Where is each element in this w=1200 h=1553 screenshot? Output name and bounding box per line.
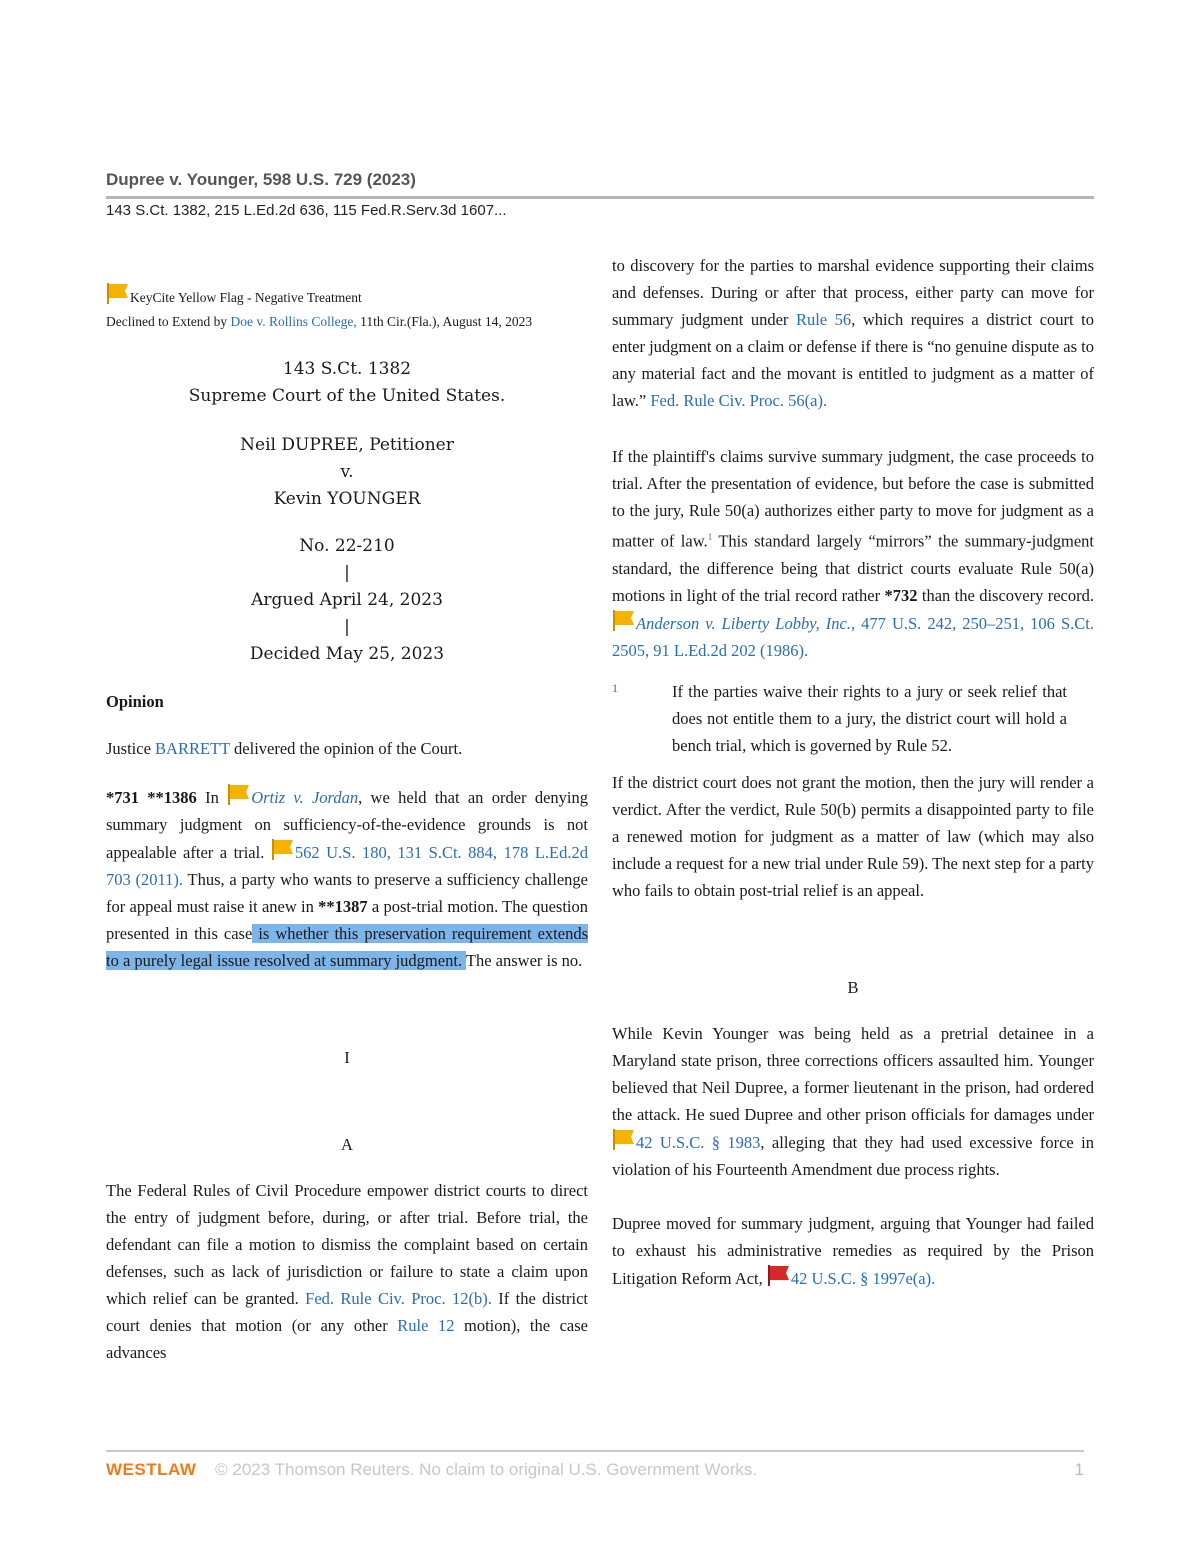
star-page: *732	[884, 585, 918, 605]
footer	[106, 1460, 1084, 1486]
star-page: *731 **1386	[106, 788, 197, 807]
right-column	[612, 252, 1094, 1292]
yellow-flag-icon[interactable]	[271, 838, 295, 860]
barrett-link[interactable]: BARRETT	[155, 739, 230, 758]
separator: |	[344, 563, 350, 583]
respondent: Kevin YOUNGER	[273, 489, 421, 509]
text: , we held that an order denying summary judgment on sufficiency-of-the-evidence grounds is not appealable after a trial.	[106, 788, 589, 862]
text: Thus, a party who wants to preserve a sufficiency challenge for appeal must raise it anew in	[106, 870, 588, 916]
paragraph-verdict: If the district court does not grant the motion, then the jury will render a verdict. After the verdict, Rule 50(b) permits a disappointed party to file a renewed motion for judgment as a matter of law (which may also include a request for a new trial under Rule 59). The next step for a party who fails to obtain post-trial relief is an appeal.	[612, 772, 1094, 900]
text: While Kevin Younger was being held as a pretrial detainee in a Maryland state prison, three corrections officers assaulted him. Younger believed that Neil Dupree, a former lieutenant in the prison, had ordered the attack. He sued Dupree and other prison officials for damages under	[612, 1023, 1094, 1124]
section-heading-I: I	[344, 1048, 350, 1067]
court-name: Supreme Court of the United States.	[188, 386, 506, 406]
yellow-flag-icon[interactable]	[612, 1128, 636, 1150]
footnote-ref[interactable]: 1	[707, 532, 713, 542]
text: In	[196, 788, 228, 807]
parallel-citations: 143 S.Ct. 1382, 215 L.Ed.2d 636, 115 Fed.R.Serv.3d 1607...	[106, 202, 507, 219]
usc-1983-link[interactable]: 42 U.S.C. § 1983	[636, 1132, 761, 1152]
text: to discovery for the parties to marshal evidence supporting their claims and defenses. During or after that process, either party can move for summary judgment under	[612, 256, 1094, 329]
footnote-1	[612, 678, 1094, 759]
author-prefix: Justice	[106, 739, 156, 758]
section-heading-B: B	[847, 977, 859, 997]
document-title: Dupree v. Younger, 598 U.S. 729 (2023)	[106, 170, 416, 189]
text: Dupree moved for summary judgment, arguing that Younger had failed to exhaust his administrative remedies as required by the Prison Litigation Reform Act,	[612, 1213, 1094, 1288]
star-page: **1387	[318, 897, 368, 916]
declined-prefix: Declined to Extend by	[106, 314, 231, 329]
highlighted-text[interactable]: is whether this preservation requirement extends to a purely legal issue resolved at summary judgment.	[106, 924, 588, 970]
text: , which requires a district court to enter judgment on a claim or defense if there is “no genuine dispute as to any material fact and the movant is entitled to judgment as a matter of law.”	[612, 310, 1095, 410]
petitioner: Neil DUPREE, Petitioner	[240, 435, 454, 455]
text: This standard largely “mirrors” the summary-judgment standard, the difference being that district courts evaluate Rule 50(a) motions in light of the trial record rather	[612, 531, 1094, 605]
footer-divider	[106, 1450, 1084, 1452]
page-number: 1	[1074, 1460, 1084, 1479]
opinion-paragraph-1	[106, 783, 588, 974]
paragraph-facts	[612, 1020, 1094, 1183]
rule-56a-link[interactable]: Fed. Rule Civ. Proc. 56(a).	[650, 391, 828, 410]
anderson-citation-link[interactable]: , 477 U.S. 242, 250–251, 106 S.Ct. 2505, 91 L.Ed.2d 202 (1986).	[612, 613, 1094, 660]
red-flag-icon[interactable]	[767, 1264, 791, 1286]
copyright-notice: © 2023 Thomson Reuters. No claim to original U.S. Government Works.	[215, 1460, 758, 1479]
declined-suffix: 11th Cir.(Fla.), August 14, 2023	[356, 314, 533, 329]
anderson-link[interactable]: Anderson v. Liberty Lobby, Inc.	[636, 613, 851, 633]
text: If the district court denies that motion (or any other	[106, 1289, 588, 1335]
rule-12-link[interactable]: Rule 12	[397, 1316, 455, 1335]
ortiz-v-jordan-link[interactable]: Ortiz v. Jordan	[251, 788, 359, 807]
rule-12b-link[interactable]: Fed. Rule Civ. Proc. 12(b).	[305, 1289, 492, 1308]
text: The Federal Rules of Civil Procedure empower district courts to direct the entry of judgment before, during, or after trial. Before trial, the defendant can file a motion to dismiss the complaint based on certain defenses, such as lack of jurisdiction or failure to state a claim upon which relief can be granted.	[106, 1181, 588, 1308]
author-line	[106, 735, 588, 762]
paragraph-trial	[612, 443, 1094, 664]
westlaw-logo: WESTLAW	[106, 1460, 197, 1479]
docket-number: No. 22-210	[299, 536, 395, 556]
reporter-citation: 143 S.Ct. 1382	[282, 359, 412, 379]
left-column	[106, 282, 588, 1366]
rule-56-link[interactable]: Rule 56	[795, 310, 852, 329]
author-suffix: delivered the opinion of the Court.	[229, 739, 463, 758]
versus: v.	[340, 462, 354, 482]
text: motion), the case advances	[106, 1316, 588, 1362]
text: , alleging that they had used excessive force in violation of his Fourteenth Amendment due process rights.	[612, 1132, 1094, 1179]
header-divider	[106, 196, 1094, 199]
opinion-heading: Opinion	[106, 692, 164, 711]
usc-1997e-link[interactable]: 42 U.S.C. § 1997e(a).	[790, 1268, 936, 1288]
yellow-flag-icon[interactable]	[612, 609, 636, 631]
decided-date: Decided May 25, 2023	[249, 644, 445, 664]
yellow-flag-icon[interactable]	[227, 783, 251, 805]
footnote-number[interactable]: 1	[612, 680, 618, 695]
keycite-notice	[106, 282, 588, 334]
section-A-paragraph	[106, 1177, 588, 1366]
paragraph-summary-judgment	[612, 1210, 1094, 1292]
text: than the discovery record.	[917, 585, 1094, 605]
case-caption	[106, 356, 588, 668]
doe-v-rollins-link[interactable]: Doe v. Rollins College,	[230, 314, 357, 329]
text: a post-trial motion. The question presented in this case	[106, 897, 588, 943]
ortiz-citation-link[interactable]: 562 U.S. 180, 131 S.Ct. 884, 178 L.Ed.2d 703 (2011).	[106, 843, 588, 889]
paragraph-continued	[612, 252, 1094, 414]
separator: |	[344, 617, 350, 637]
text: The answer is no.	[465, 951, 583, 970]
text: If the plaintiff's claims survive summary judgment, the case proceeds to trial. After the presentation of evidence, but before the case is submitted to the jury, Rule 50(a) authorizes either party to move for judgment as a matter of law.	[612, 447, 1094, 551]
keycite-label[interactable]: KeyCite Yellow Flag - Negative Treatment	[130, 290, 362, 305]
footnote-text: If the parties waive their rights to a jury or seek relief that does not entitle them to a jury, the district court will hold a bench trial, which is governed by Rule 52.	[672, 681, 1067, 755]
argued-date: Argued April 24, 2023	[251, 590, 443, 610]
yellow-flag-icon[interactable]	[106, 282, 130, 304]
section-heading-A: A	[341, 1135, 353, 1154]
